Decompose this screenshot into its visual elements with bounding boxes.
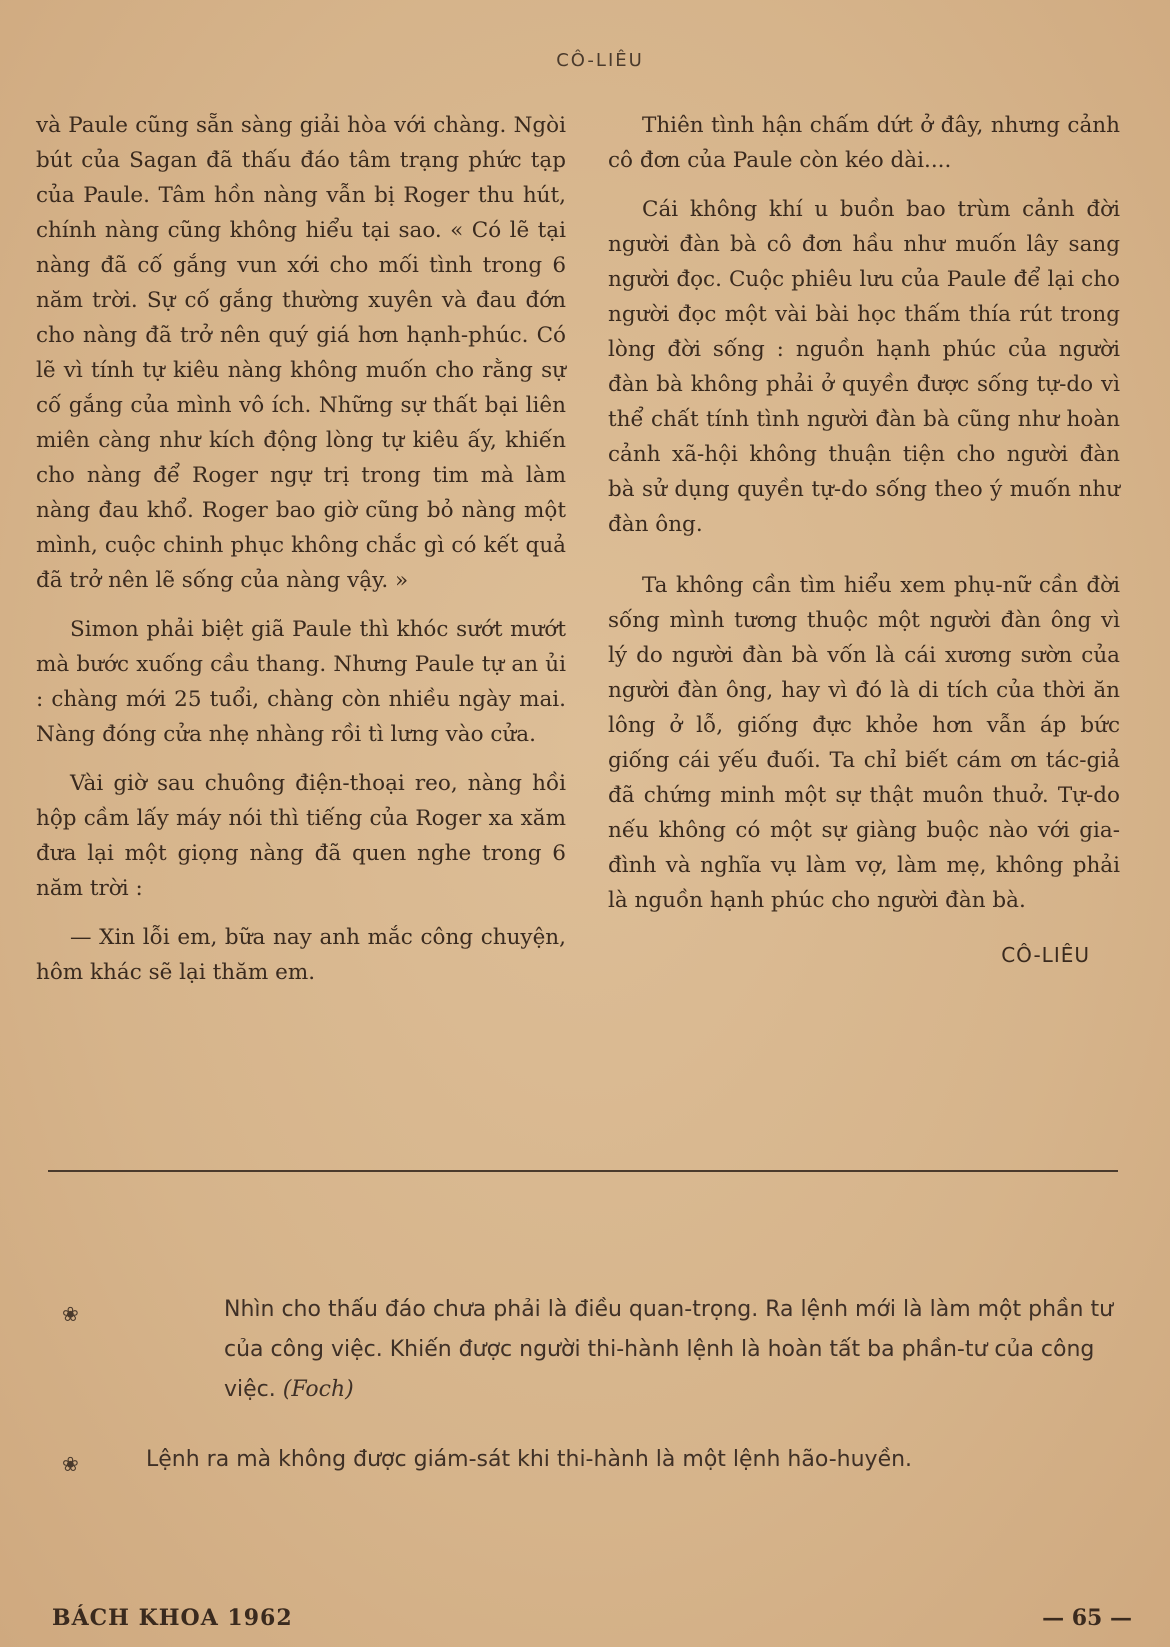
paragraph: Simon phải biệt giã Paule thì khóc sướt mướt mà bước xuống cầu thang. Nhưng Paule tự an ủi : chàng mới 25 tuổi, chàng còn nhiều ngày mai. Nàng đóng cửa nhẹ nhàng rồi tì lưng vào cửa. [36,617,566,747]
page-footer [52,1605,1132,1635]
section-divider [48,1170,1118,1172]
right-column [608,108,1120,973]
paragraph: Vài giờ sau chuông điện-thoại reo, nàng hồi hộp cầm lấy máy nói thì tiếng của Roger xa xăm đưa lại một giọng nàng đã quen nghe trong 6 năm trời : [36,771,566,901]
flower-ornament-icon: ❀ [62,1452,79,1476]
paragraph: Ta không cần tìm hiểu xem phụ-nữ cần đời sống mình tương thuộc một người đàn ông vì lý do người đàn bà vốn là cái xương sườn của người đàn ông, hay vì đó là di tích của thời ăn lông ở lỗ, giống đực khỏe hơn vẫn áp bức giống cái yếu đuối. Ta chỉ biết cám ơn tác-giả đã chứng minh một sự thật muôn thuở. Tự-do nếu không có một sự giàng buộc nào với gia-đình và nghĩa vụ làm vợ, làm mẹ, không phải là nguồn hạnh phúc cho người đàn bà. [608,573,1120,913]
quote-text: Lệnh ra mà không được giám-sát khi thi-hành là một lệnh hão-huyền. [146,1447,913,1472]
left-column [36,108,566,1004]
quote-author: (Foch) [282,1377,354,1402]
page-number: — 65 — [1042,1605,1132,1631]
quote-item [62,1290,1122,1410]
paragraph: Cái không khí u buồn bao trùm cảnh đời người đàn bà cô đơn hầu như muốn lây sang người đọc. Cuộc phiêu lưu của Paule để lại cho người đọc một vài bài học thấm thía rút trong lòng đời sống : nguồn hạnh phúc của người đàn bà không phải ở quyền được sống tự-do vì thể chất tính tình người đàn bà cũng như hoàn cảnh xã-hội không thuận tiện cho người đàn bà sử dụng quyền tự-do sống theo ý muốn như đàn ông. [608,197,1120,537]
quote-text: Nhìn cho thấu đáo chưa phải là điều quan-trọng. Ra lệnh mới là làm một phần tư của công việc. Khiến được người thi-hành lệnh là hoàn tất ba phần-tư của công việc. [224,1297,1114,1402]
author-signature: CÔ-LIÊU [1001,943,1090,967]
running-header: CÔ-LIÊU [556,50,644,71]
paragraph: và Paule cũng sẵn sàng giải hòa với chàng. Ngòi bút của Sagan đã thấu đáo tâm trạng phức tạp của Paule. Tâm hồn nàng vẫn bị Roger thu hút, chính nàng cũng không hiểu tại sao. « Có lẽ tại nàng đã cố gắng vun xới cho mối tình trong 6 năm trời. Sự cố gắng thường xuyên và đau đớn cho nàng đã trở nên quý giá hơn hạnh-phúc. Có lẽ vì tính tự kiêu nàng không muốn cho rằng sự cố gắng của mình vô ích. Những sự thất bại liên miên càng như kích động lòng tự kiêu ấy, khiến cho nàng để Roger ngự trị trong tim mà làm nàng đau khổ. Roger bao giờ cũng bỏ nàng một mình, cuộc chinh phục không chắc gì có kết quả đã trở nên lẽ sống của nàng vậy. » [36,113,566,593]
quote-item [62,1440,1122,1480]
magazine-name: BÁCH KHOA 1962 [52,1605,293,1631]
quotes-section [62,1290,1122,1510]
flower-ornament-icon: ❀ [62,1302,79,1326]
paragraph: Thiên tình hận chấm dứt ở đây, nhưng cảnh cô đơn của Paule còn kéo dài.... [608,113,1120,173]
dialogue-line: — Xin lỗi em, bữa nay anh mắc công chuyện, hôm khác sẽ lại thăm em. [36,925,566,985]
